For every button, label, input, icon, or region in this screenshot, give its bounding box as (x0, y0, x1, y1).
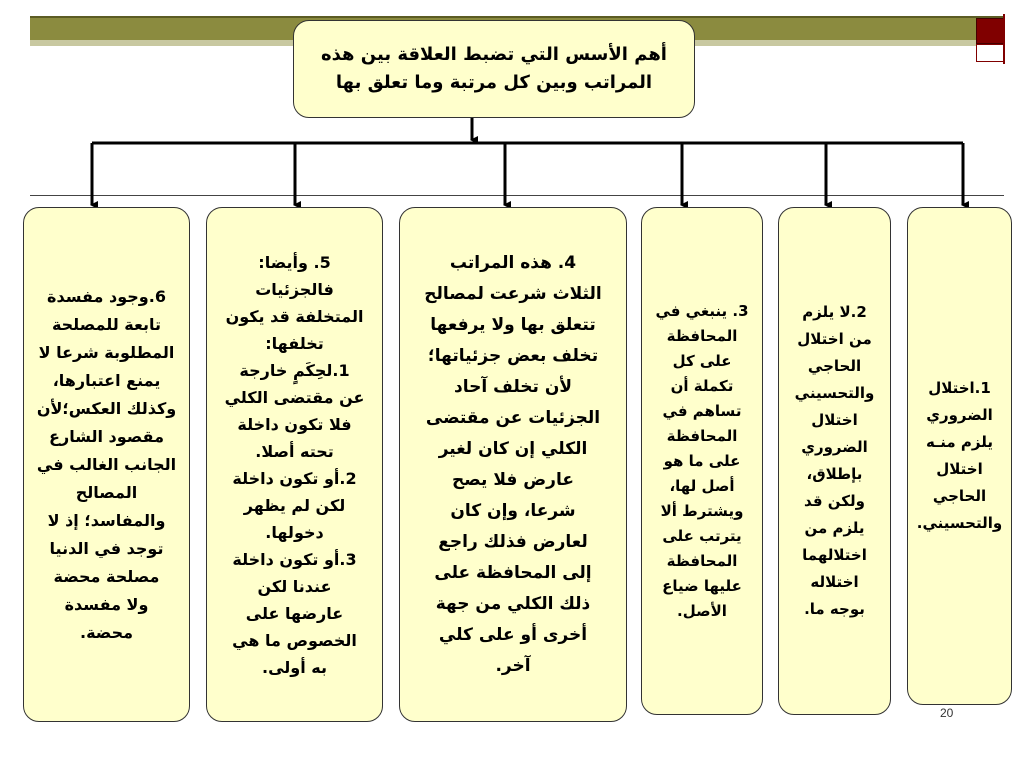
page-number: 20 (940, 706, 954, 720)
principle-box-3 (641, 207, 763, 715)
principle-text-6: 6.وجود مفسدة تابعة للمصلحة المطلوبة شرعا لا يمنع اعتبارها، وكذلك العكس؛لأن مقصود الشارع الجانب الغالب في المصالح والمفاسد؛ إذ لا توجد في الدنيا مصلحة محضة ولا مفسدة محضة. (36, 286, 177, 642)
principle-text-1: 1.اختلال الضروري يلزم منـه اختلال الحاجي والتحسيني. (916, 379, 1003, 532)
principle-box-1 (907, 207, 1012, 705)
principle-text-4: 4. هذه المراتب الثلاث شرعت لمصالح تتعلق بها ولا يرفعها تخلف بعض جزئياتها؛ لأن تخلف آحاد الجزئيات عن مقتضى الكلي إن كان لغير عارض فلا يصح شرعا، وإن كان لعارض فذلك راجع إلى المحافظة على ذلك الكلي من جهة أخرى أو على كلي آخر. (424, 252, 602, 676)
principle-box-4 (399, 207, 627, 722)
principle-box-6 (23, 207, 190, 722)
principle-text-5: 5. وأيضا: فالجزئيات المتخلفة قد يكون تخلفها: 1.لحِكَمٍ خارجة عن مقتضى الكلي فلا تكون داخلة تحته أصلا. 2.أو تكون داخلة لكن لم يظهر دخولها. 3.أو تكون داخلة عندنا لكن عارضها على الخصوص ما هي به أولى. (224, 252, 365, 677)
principle-box-2 (778, 207, 891, 715)
root-title-text: أهم الأسس التي تضبط العلاقة بين هذه المراتب وبين كل مرتبة وما تعلق بها (321, 44, 667, 93)
principle-box-5 (206, 207, 383, 722)
principle-text-2: 2.لا يلزم من اختلال الحاجي والتحسيني اختلال الضروري بإطلاق، ولكن قد يلزم من اختلالهما اختلاله بوجه ما. (794, 303, 875, 618)
root-title-box (293, 20, 695, 118)
principle-text-3: 3. ينبغي في المحافظة على كل تكملة أن تساهم في المحافظة على ما هو أصل لها، ويشترط ألا يترتب على المحافظة عليها ضياع الأصل. (655, 301, 749, 620)
